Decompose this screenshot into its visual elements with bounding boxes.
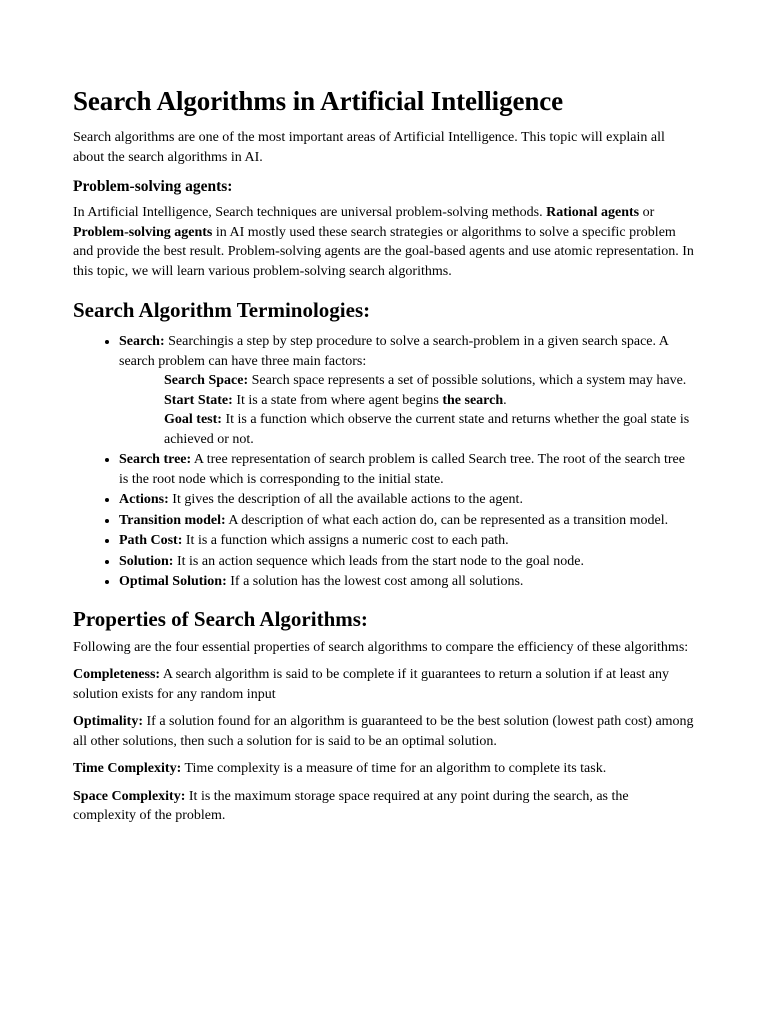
property-paragraph: Optimality: If a solution found for an algorithm is guaranteed to be the best solution (lowest path cost) among all other solutions, then such a solution for is said to be an optimal solution. <box>73 714 694 749</box>
terminologies-list <box>73 332 695 592</box>
list-item: • Transition model: A description of what each action do, can be represented as a transition model. <box>119 511 695 531</box>
intro-paragraph: Search algorithms are one of the most important areas of Artificial Intelligence. This topic will explain all about the search algorithms in AI. <box>73 130 665 165</box>
list-item: • Solution: It is an action sequence which leads from the start node to the goal node. <box>119 552 695 572</box>
factor-item: Search Space: Search space represents a set of possible solutions, which a system may have. <box>164 373 687 388</box>
property-paragraph: Time Complexity: Time complexity is a measure of time for an algorithm to complete its task. <box>73 761 607 776</box>
problem-solving-paragraph: In Artificial Intelligence, Search techniques are universal problem-solving methods. Rational agents or Problem-solving agents in AI mostly used these search strategies or algorithms to solve a specific problem and provide the best result. Problem-solving agents are the goal-based agents and use atomic representation. In this topic, we will learn various problem-solving search algorithms. <box>73 205 694 279</box>
list-item-search: • Search: Searchingis a step by step procedure to solve a search-problem in a given search space. A search problem can have three main factors: Search Space: Search space represents a set of possible solutions, which a system may have. Start State: It is a state from where agent begins the search. Goal test: It is a function which observe the current state and returns whether the goal state is achieved or not. <box>119 332 695 449</box>
page-title: Search Algorithms in Artificial Intelligence <box>73 86 564 116</box>
terminologies-heading: Search Algorithm Terminologies: <box>73 298 371 322</box>
list-item: • Search tree: A tree representation of search problem is called Search tree. The root of the search tree is the root node which is corresponding to the initial state. <box>119 450 695 489</box>
properties-intro: Following are the four essential properties of search algorithms to compare the efficiency of these algorithms: <box>73 639 689 655</box>
property-paragraph: Completeness: A search algorithm is said to be complete if it guarantees to return a solution if at least any solution exists for any random input <box>73 667 670 702</box>
properties-heading: Properties of Search Algorithms: <box>73 606 368 631</box>
search-factors-list <box>164 371 695 449</box>
property-paragraph: Space Complexity: It is the maximum storage space required at any point during the search, as the complexity of the problem. <box>73 788 629 823</box>
factor-item: Goal test: It is a function which observe the current state and returns whether the goal state is achieved or not. <box>164 412 690 447</box>
document-page <box>73 84 695 826</box>
problem-solving-heading: Problem-solving agents: <box>73 178 233 195</box>
list-item: • Actions: It gives the description of all the available actions to the agent. <box>119 490 695 510</box>
list-item: • Path Cost: It is a function which assigns a numeric cost to each path. <box>119 531 695 551</box>
factor-item: Start State: It is a state from where agent begins the search. <box>164 392 507 408</box>
list-item: • Optimal Solution: If a solution has the lowest cost among all solutions. <box>119 572 695 592</box>
